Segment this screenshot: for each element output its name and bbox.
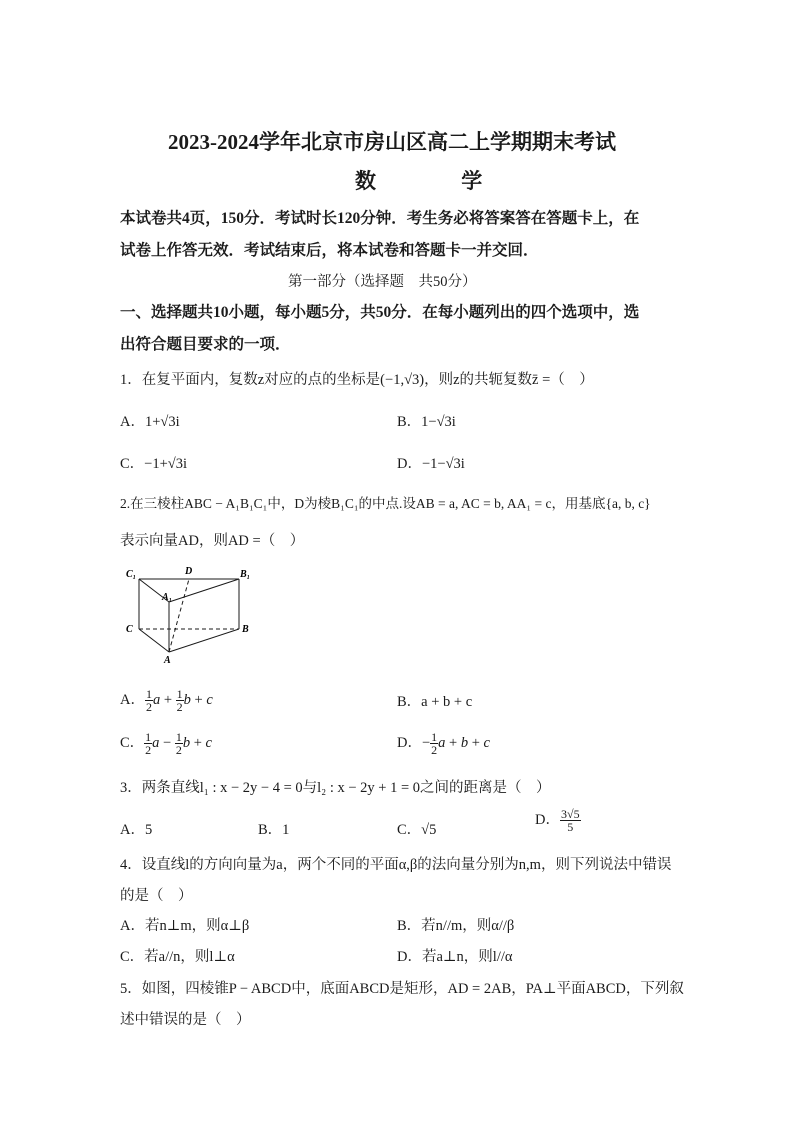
q2-option-d: D．− $\frac{1}{2}$ a + b + c bbox=[397, 730, 490, 758]
q2-option-c-label: C． bbox=[120, 735, 145, 751]
q3-option-d-label: D． bbox=[535, 812, 560, 828]
q2-option-d-label: D． bbox=[397, 735, 422, 751]
q4-option-d: D．若a⊥n，则l//α bbox=[397, 949, 513, 965]
q1-option-d: D．−1−√3i bbox=[397, 456, 465, 472]
q3-option-c: C．√5 bbox=[397, 822, 437, 838]
figure-label-c: C bbox=[126, 624, 133, 635]
question-3-stem: 3．两条直线l₁ : x − 2y − 4 = 0与l₂ : x − 2y + 1 = 0之间的距离是（ ） bbox=[120, 780, 551, 796]
intro-line-2: 试卷上作答无效．考试结束后，将本试卷和答题卡一并交回． bbox=[120, 242, 539, 259]
question-2-stem-line-2: 表示向量AD，则AD =（ ） bbox=[120, 533, 305, 549]
q2-option-b: B．a + b + c bbox=[397, 694, 473, 710]
figure-label-a: A bbox=[164, 655, 171, 666]
prism-figure bbox=[122, 563, 262, 667]
q2-option-c: C． $\frac{1}{2}$ a − $\frac{1}{2}$ b + c bbox=[120, 730, 212, 758]
q4-option-a: A．若n⊥m，则α⊥β bbox=[120, 918, 250, 934]
q3-option-b: B．1 bbox=[258, 822, 290, 838]
figure-label-c1: C₁ bbox=[126, 569, 137, 580]
section-instructions-line-2: 出符合题目要求的一项． bbox=[120, 336, 291, 353]
q1-option-c: C．−1+√3i bbox=[120, 456, 188, 472]
figure-label-b: B bbox=[242, 624, 249, 635]
subject-title: 数 学 bbox=[355, 169, 523, 193]
question-4-stem-line-2: 的是（ ） bbox=[120, 888, 193, 904]
intro-line-1: 本试卷共4页，150分．考试时长120分钟．考生务必将答案答在答题卡上，在 bbox=[120, 210, 640, 227]
section-instructions-line-1: 一、选择题共10小题，每小题5分，共50分．在每小题列出的四个选项中，选 bbox=[120, 304, 640, 321]
question-5-stem-line-1: 5．如图，四棱锥P − ABCD中，底面ABCD是矩形，AD = 2AB，PA⊥平面ABCD，下列叙 bbox=[120, 981, 684, 997]
figure-label-b1: B₁ bbox=[240, 569, 251, 580]
part-heading: 第一部分（选择题 共50分） bbox=[288, 274, 477, 290]
q4-option-b: B．若n//m，则α//β bbox=[397, 918, 515, 934]
question-5-stem-line-2: 述中错误的是（ ） bbox=[120, 1012, 251, 1028]
question-1-stem: 1．在复平面内，复数z对应的点的坐标是(−1,√3)，则z的共轭复数z̄ =（ ） bbox=[120, 372, 594, 388]
figure-label-a1: A₁ bbox=[162, 592, 173, 603]
question-2-stem-line-1: 2.在三棱柱ABC − A₁B₁C₁中，D为棱B₁C₁的中点.设AB = a, AC = b, AA₁ = c，用基底{a, b, c} bbox=[120, 496, 651, 511]
document-title: 2023-2024学年北京市房山区高二上学期期末考试 bbox=[168, 130, 616, 154]
q1-option-a: A．1+√3i bbox=[120, 414, 180, 430]
figure-label-d: D bbox=[185, 566, 193, 577]
q4-option-c: C．若a//n，则l⊥α bbox=[120, 949, 235, 965]
q1-option-b: B．1−√3i bbox=[397, 414, 456, 430]
question-4-stem-line-1: 4．设直线l的方向向量为a，两个不同的平面α,β的法向量分别为n,m，则下列说法中错误 bbox=[120, 857, 672, 873]
q3-option-d: D． $\frac{3√5}{5}$ bbox=[535, 807, 580, 835]
q2-option-a: A． $\frac{1}{2}$ a + $\frac{1}{2}$ b + c bbox=[120, 687, 213, 715]
q3-option-a: A．5 bbox=[120, 822, 153, 838]
q2-option-a-label: A． bbox=[120, 692, 145, 708]
